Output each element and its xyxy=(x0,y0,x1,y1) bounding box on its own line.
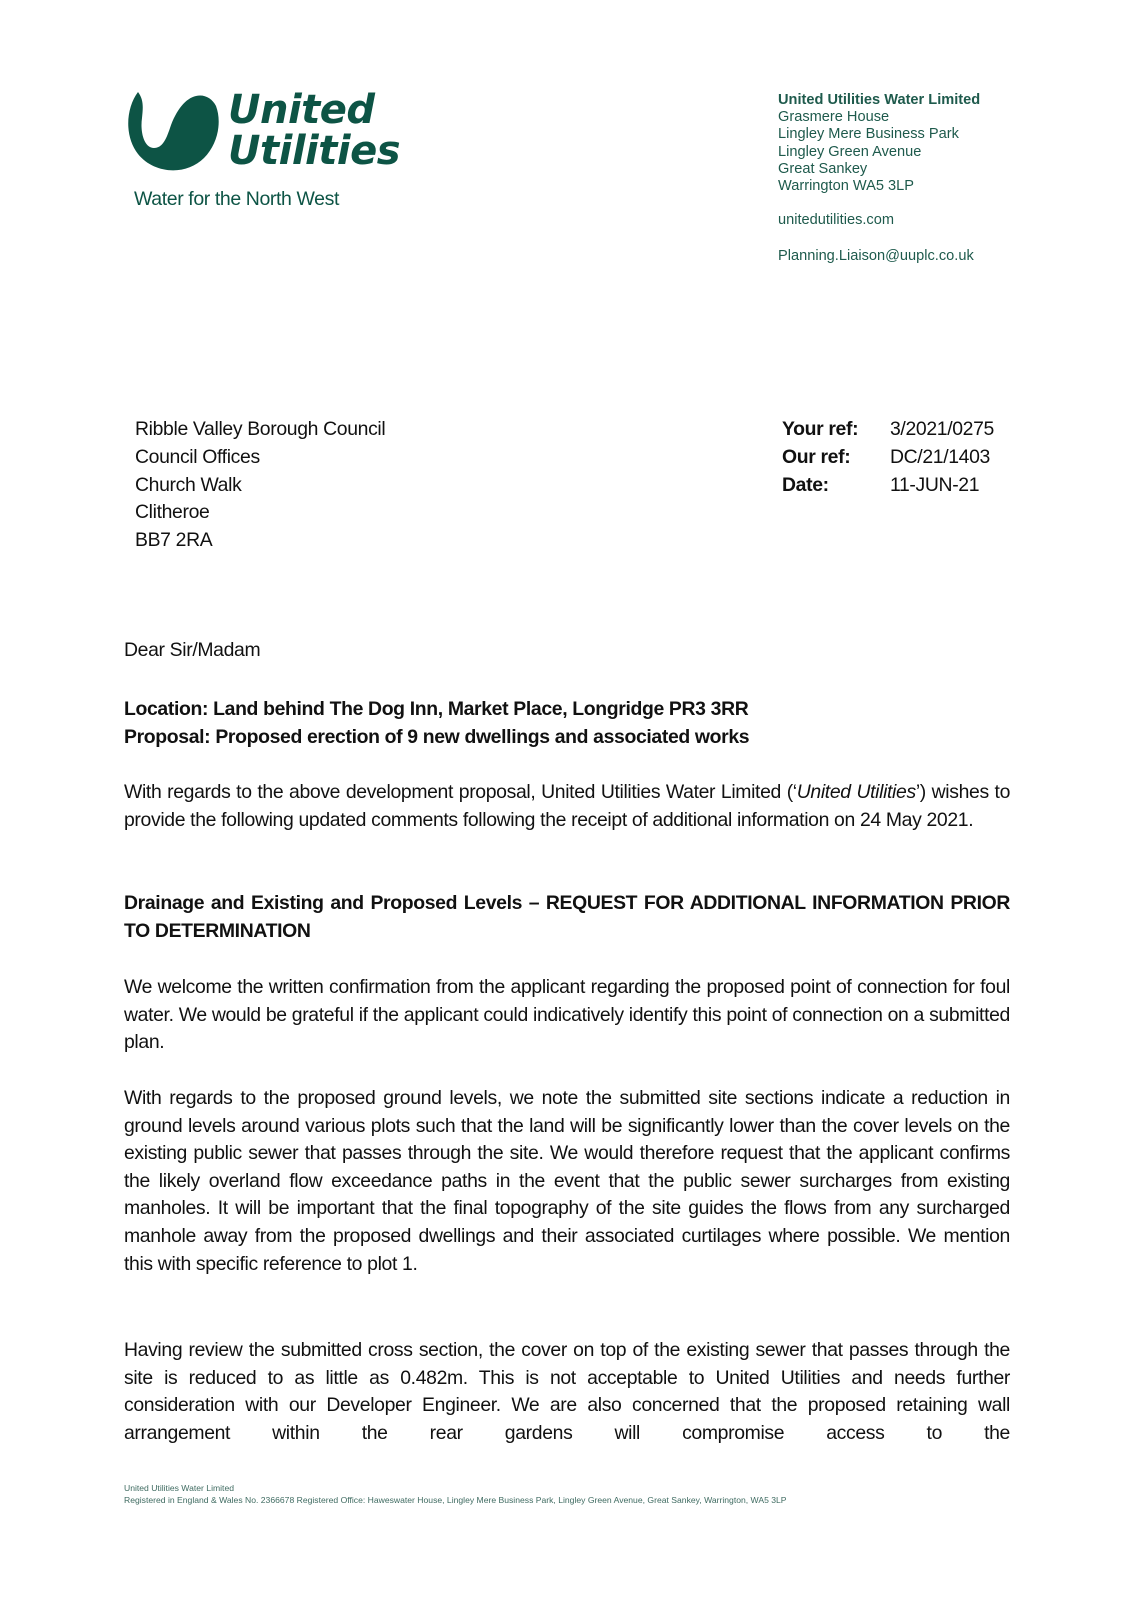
sender-address-line: Lingley Green Avenue xyxy=(778,143,922,160)
recipient-address-line: Ribble Valley Borough Council xyxy=(135,418,386,440)
body-paragraph: With regards to the proposed ground levels, we note the submitted site sections indicate a reduction in ground levels around various plots such that the land will be significantly lower than the cover levels on the existing public sewer that passes through the site. We would therefore request that the applicant confirms the likely overland flow exceedance paths in the event that the public sewer surcharges from existing manholes. It will be important that the final topography of the site guides the flows from any surcharged manhole away from the proposed dwellings and their associated curtilages where possible. We mention this with specific reference to plot 1. xyxy=(124,1087,1010,1275)
your-ref-row xyxy=(782,416,994,444)
sender-website-link[interactable]: unitedutilities.com xyxy=(778,212,894,229)
sender-company-name: United Utilities Water Limited xyxy=(778,92,981,108)
date-label: Date: xyxy=(782,473,829,496)
section-heading: Drainage and Existing and Proposed Levels – REQUEST FOR ADDITIONAL INFORMATION PRIOR TO DETERMINATION xyxy=(124,892,1010,942)
sender-address-line: Grasmere House xyxy=(778,109,890,126)
reference-block xyxy=(782,416,994,499)
intro-paragraph xyxy=(124,779,1010,834)
intro-text-start: With regards to the above development proposal, United Utilities Water Limited (‘ xyxy=(124,781,797,803)
proposal-line: Proposal: Proposed erection of 9 new dwellings and associated works xyxy=(124,726,750,748)
logo-word-united: United xyxy=(228,87,375,133)
footer-company-name: United Utilities Water Limited xyxy=(124,1483,235,1493)
page-footer xyxy=(124,1483,787,1506)
sender-address-block xyxy=(778,92,980,266)
recipient-address-line: Clitheroe xyxy=(135,501,210,524)
logo-word-utilities: Utilities xyxy=(228,128,401,174)
salutation: Dear Sir/Madam xyxy=(124,639,261,661)
our-ref-label: Our ref: xyxy=(782,445,851,468)
your-ref-label: Your ref: xyxy=(782,418,859,440)
date-row xyxy=(782,472,994,500)
logo-tagline: Water for the North West xyxy=(134,188,339,210)
body-paragraph: We welcome the written confirmation from the applicant regarding the proposed point of connection for foul water. We would be grateful if the applicant could indicatively identify this point of connection on a submitted plan. xyxy=(124,976,1010,1054)
footer-registration: Registered in England & Wales No. 2366678 Registered Office: Haweswater House, Lingley Mere Business Park, Lingley Green Avenue, Great Sankey, Warrington, WA5 3LP xyxy=(124,1494,787,1505)
subject-block xyxy=(124,695,749,751)
location-line: Location: Land behind The Dog Inn, Market Place, Longridge PR3 3RR xyxy=(124,698,749,720)
intro-text-emphasis: United Utilities xyxy=(796,781,916,803)
water-drop-u-logo-icon xyxy=(124,88,222,174)
your-ref-value: 3/2021/0275 xyxy=(890,418,994,440)
sender-address-line: Great Sankey xyxy=(778,160,868,177)
intro-text-end: ’) wishes to provide the following updated comments following the receipt of additional information on 24 May 2021. xyxy=(124,781,1011,831)
recipient-address-line: Church Walk xyxy=(135,473,242,496)
body-paragraph: Having review the submitted cross section, the cover on top of the existing sewer that passes through the site is reduced to as little as 0.482m. This is not acceptable to United Utilities and needs further consideration with our Developer Engineer. We are also concerned that the proposed retaining wall arrangement within the rear gardens will compromise access to the xyxy=(124,1339,1010,1444)
date-value: 11-JUN-21 xyxy=(890,473,980,496)
sender-address-line: Lingley Mere Business Park xyxy=(778,126,959,143)
recipient-address-block xyxy=(135,416,385,555)
recipient-address-line: BB7 2RA xyxy=(135,529,213,552)
our-ref-row xyxy=(782,444,994,472)
sender-address-line: Warrington WA5 3LP xyxy=(778,178,914,195)
united-utilities-logo xyxy=(124,86,401,216)
recipient-address-line: Council Offices xyxy=(135,445,260,468)
our-ref-value: DC/21/1403 xyxy=(890,445,990,468)
sender-email-link[interactable]: Planning.Liaison@uuplc.co.uk xyxy=(778,248,974,265)
